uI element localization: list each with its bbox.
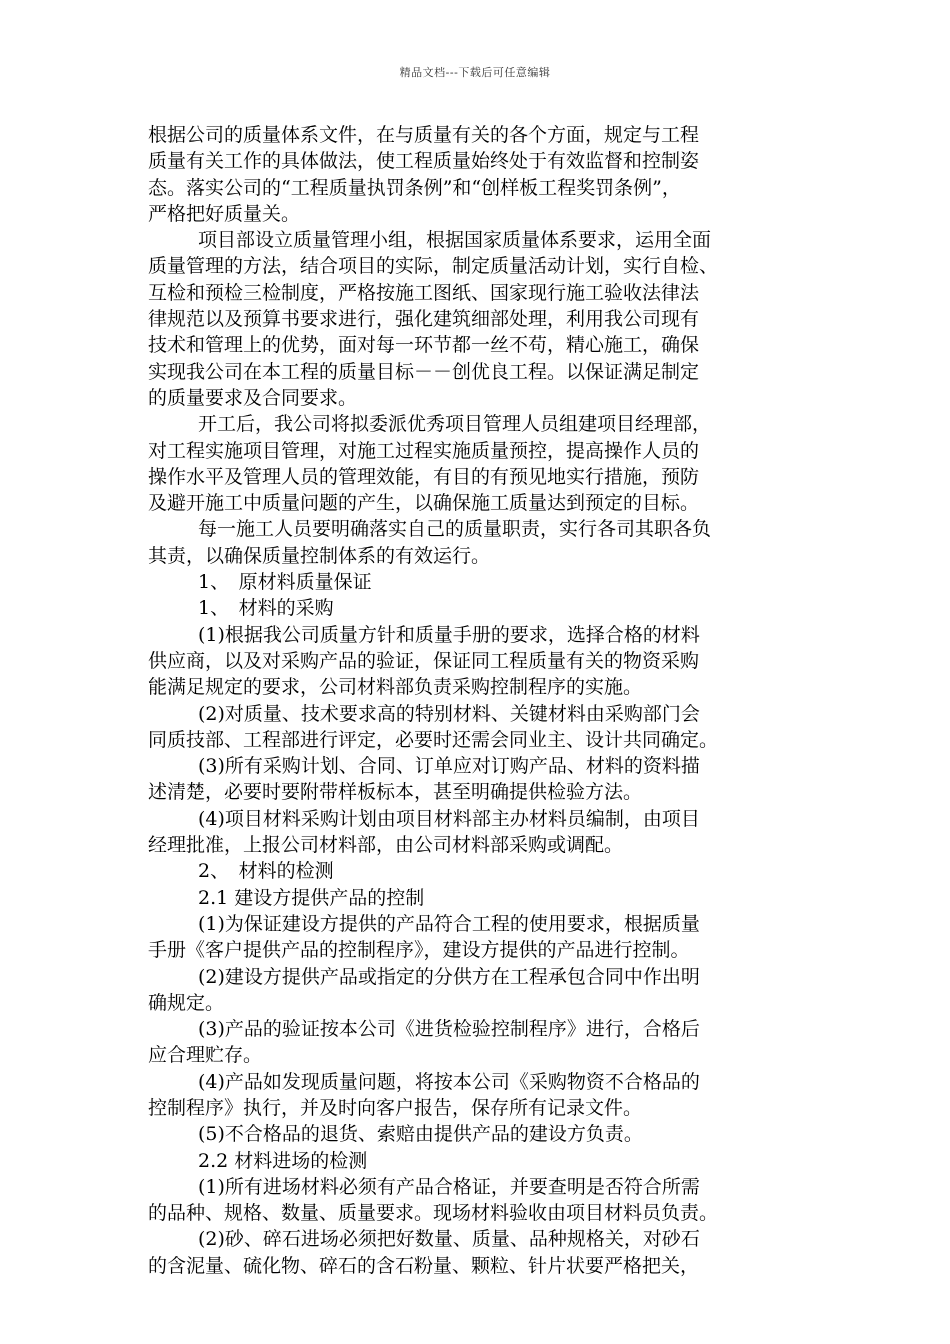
- text-line: (4)产品如发现质量问题，将按本公司《采购物资不合格品的: [198, 1070, 700, 1093]
- text-line: 的质量要求及合同要求。: [148, 386, 358, 409]
- text-line: 的含泥量、硫化物、碎石的含石粉量、颗粒、针片状要严格把关，: [148, 1254, 700, 1277]
- text-line: 其责，以确保质量控制体系的有效运行。: [148, 544, 491, 567]
- text-line: (2)砂、碎石进场必须把好数量、质量、品种规格关，对砂石: [198, 1228, 700, 1251]
- text-line: 质量有关工作的具体做法，使工程质量始终处于有效监督和控制姿: [148, 150, 700, 173]
- text-line: 经理批准，上报公司材料部，由公司材料部采购或调配。: [148, 834, 624, 857]
- text-line: 控制程序》执行，并及时向客户报告，保存所有记录文件。: [148, 1096, 643, 1119]
- text-line: 互检和预检三检制度，严格按施工图纸、国家现行施工验收法律法: [148, 281, 700, 304]
- text-line: 同质技部、工程部进行评定，必要时还需会同业主、设计共同确定。: [148, 728, 719, 751]
- text-line: (4)项目材料采购计划由项目材料部主办材料员编制，由项目: [198, 807, 700, 830]
- text-line: (3)所有采购计划、合同、订单应对订购产品、材料的资料描: [198, 755, 700, 778]
- text-line: 及避开施工中质量问题的产生，以确保施工质量达到预定的目标。: [148, 492, 700, 515]
- text-line: 操作水平及管理人员的管理效能，有目的有预见地实行措施，预防: [148, 465, 700, 488]
- section-heading: 2、 材料的检测: [198, 860, 334, 883]
- section-heading: 2.1 建设方提供产品的控制: [198, 886, 425, 909]
- text-line: 实现我公司在本工程的质量目标－－创优良工程。以保证满足制定: [148, 360, 700, 383]
- text-line: 开工后，我公司将拟委派优秀项目管理人员组建项目经理部，: [198, 413, 712, 436]
- text-line: 技术和管理上的优势，面对每一环节都一丝不苟，精心施工，确保: [148, 334, 700, 357]
- text-line: 每一施工人员要明确落实自己的质量职责，实行各司其职各负: [198, 518, 712, 541]
- text-line: 质量管理的方法，结合项目的实际，制定质量活动计划，实行自检、: [148, 255, 719, 278]
- text-line: (1)根据我公司质量方针和质量手册的要求，选择合格的材料: [198, 623, 700, 646]
- section-heading: 1、 原材料质量保证: [198, 571, 372, 594]
- text-line: 态。落实公司的“工程质量执罚条例”和“创样板工程奖罚条例”，: [148, 176, 681, 199]
- text-line: (1)为保证建设方提供的产品符合工程的使用要求，根据质量: [198, 912, 700, 935]
- text-line: (1)所有进场材料必须有产品合格证，并要查明是否符合所需: [198, 1175, 700, 1198]
- text-line: 对工程实施项目管理，对施工过程实施质量预控，提高操作人员的: [148, 439, 700, 462]
- text-line: (2)建设方提供产品或指定的分供方在工程承包合同中作出明: [198, 965, 700, 988]
- text-line: 应合理贮存。: [148, 1044, 263, 1067]
- text-line: 供应商，以及对采购产品的验证，保证同工程质量有关的物资采购: [148, 649, 700, 672]
- text-line: 项目部设立质量管理小组，根据国家质量体系要求，运用全面: [198, 229, 712, 252]
- text-line: (2)对质量、技术要求高的特别材料、关键材料由采购部门会: [198, 702, 700, 725]
- text-line: 的品种、规格、数量、质量要求。现场材料验收由项目材料员负责。: [148, 1202, 719, 1225]
- document-body: [148, 122, 814, 1279]
- section-heading: 2.2 材料进场的检测: [198, 1149, 368, 1172]
- text-line: 述清楚，必要时要附带样板标本，甚至明确提供检验方法。: [148, 781, 643, 804]
- text-line: 律规范以及预算书要求进行，强化建筑细部处理，利用我公司现有: [148, 308, 700, 331]
- text-line: 严格把好质量关。: [148, 202, 301, 225]
- text-line: 确规定。: [148, 991, 225, 1014]
- section-heading: 1、 材料的采购: [198, 597, 334, 620]
- text-line: (5)不合格品的退货、索赔由提供产品的建设方负责。: [198, 1123, 643, 1146]
- text-line: (3)产品的验证按本公司《进货检验控制程序》进行，合格后: [198, 1018, 700, 1041]
- text-line: 能满足规定的要求，公司材料部负责采购控制程序的实施。: [148, 676, 643, 699]
- text-line: 根据公司的质量体系文件，在与质量有关的各个方面，规定与工程: [148, 124, 700, 146]
- page-header: 精品文档---下载后可任意编辑: [399, 66, 551, 79]
- text-line: 手册《客户提供产品的控制程序》，建设方提供的产品进行控制。: [148, 939, 690, 962]
